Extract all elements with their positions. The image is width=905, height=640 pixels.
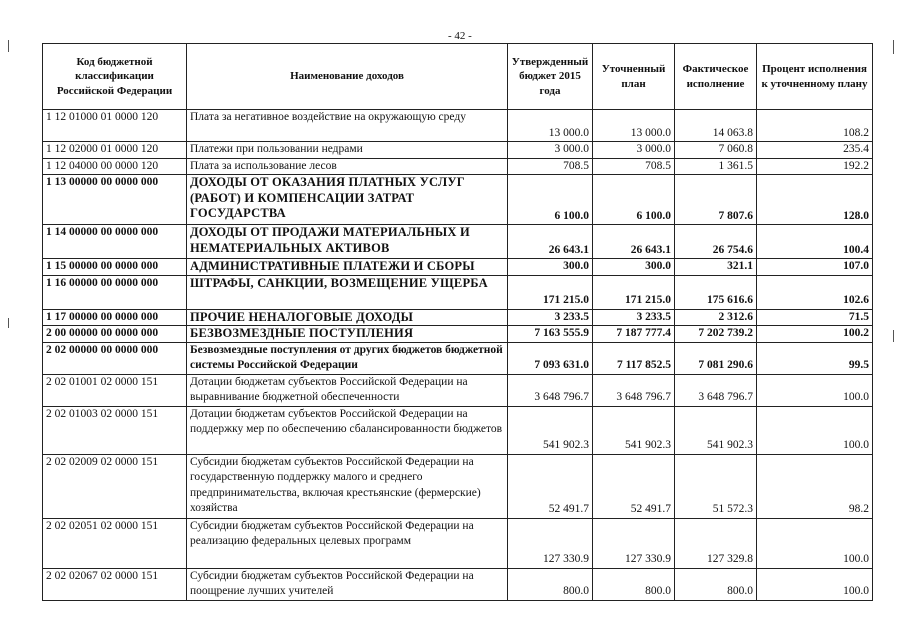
row-percent: 108.2 bbox=[757, 110, 873, 142]
row-refined: 7 117 852.5 bbox=[593, 342, 675, 374]
table-row bbox=[43, 110, 873, 142]
row-percent: 235.4 bbox=[757, 142, 873, 159]
row-actual: 51 572.3 bbox=[675, 454, 757, 518]
row-actual: 127 329.8 bbox=[675, 518, 757, 568]
row-code: 2 02 01003 02 0000 151 bbox=[43, 406, 187, 454]
header-name: Наименование доходов bbox=[187, 44, 508, 110]
row-percent: 98.2 bbox=[757, 454, 873, 518]
row-code: 1 17 00000 00 0000 000 bbox=[43, 309, 187, 326]
row-name: Субсидии бюджетам субъектов Российской Федерации на реализацию федеральных целевых программ bbox=[187, 518, 508, 568]
row-actual: 1 361.5 bbox=[675, 158, 757, 175]
row-approved: 171 215.0 bbox=[508, 275, 593, 309]
row-actual: 7 081 290.6 bbox=[675, 342, 757, 374]
row-name: Субсидии бюджетам субъектов Российской Федерации на государственную поддержку малого и среднего предпринимательства, включая крестьянские (фермерские) хозяйства bbox=[187, 454, 508, 518]
row-percent: 71.5 bbox=[757, 309, 873, 326]
row-approved: 3 233.5 bbox=[508, 309, 593, 326]
row-approved: 6 100.0 bbox=[508, 175, 593, 225]
row-actual: 175 616.6 bbox=[675, 275, 757, 309]
row-actual: 800.0 bbox=[675, 568, 757, 600]
row-actual: 7 202 739.2 bbox=[675, 326, 757, 343]
row-percent: 100.0 bbox=[757, 406, 873, 454]
scan-mark bbox=[893, 330, 894, 342]
row-refined: 3 000.0 bbox=[593, 142, 675, 159]
row-refined: 7 187 777.4 bbox=[593, 326, 675, 343]
table-row bbox=[43, 454, 873, 518]
row-percent: 100.4 bbox=[757, 225, 873, 259]
header-percent: Процент исполнения к уточненному плану bbox=[757, 44, 873, 110]
scan-mark bbox=[893, 40, 894, 54]
row-code: 2 02 02051 02 0000 151 bbox=[43, 518, 187, 568]
header-approved: Утвержденный бюджет 2015 года bbox=[508, 44, 593, 110]
row-code: 1 16 00000 00 0000 000 bbox=[43, 275, 187, 309]
row-refined: 3 648 796.7 bbox=[593, 374, 675, 406]
table-header-row bbox=[43, 44, 873, 110]
row-percent: 128.0 bbox=[757, 175, 873, 225]
row-actual: 3 648 796.7 bbox=[675, 374, 757, 406]
row-actual: 7 807.6 bbox=[675, 175, 757, 225]
row-percent: 100.0 bbox=[757, 568, 873, 600]
row-actual: 2 312.6 bbox=[675, 309, 757, 326]
row-approved: 800.0 bbox=[508, 568, 593, 600]
row-approved: 7 093 631.0 bbox=[508, 342, 593, 374]
row-approved: 7 163 555.9 bbox=[508, 326, 593, 343]
row-name: БЕЗВОЗМЕЗДНЫЕ ПОСТУПЛЕНИЯ bbox=[187, 326, 508, 343]
row-actual: 26 754.6 bbox=[675, 225, 757, 259]
row-code: 2 00 00000 00 0000 000 bbox=[43, 326, 187, 343]
table-row bbox=[43, 568, 873, 600]
table-row bbox=[43, 518, 873, 568]
row-approved: 13 000.0 bbox=[508, 110, 593, 142]
row-refined: 800.0 bbox=[593, 568, 675, 600]
row-refined: 3 233.5 bbox=[593, 309, 675, 326]
row-percent: 100.0 bbox=[757, 374, 873, 406]
row-approved: 541 902.3 bbox=[508, 406, 593, 454]
row-name: Безвозмездные поступления от других бюджетов бюджетной системы Российской Федерации bbox=[187, 342, 508, 374]
row-code: 2 02 01001 02 0000 151 bbox=[43, 374, 187, 406]
row-code: 1 12 04000 00 0000 120 bbox=[43, 158, 187, 175]
row-refined: 52 491.7 bbox=[593, 454, 675, 518]
row-code: 1 12 02000 01 0000 120 bbox=[43, 142, 187, 159]
table-row bbox=[43, 309, 873, 326]
table-row bbox=[43, 406, 873, 454]
row-refined: 171 215.0 bbox=[593, 275, 675, 309]
row-approved: 300.0 bbox=[508, 259, 593, 276]
row-actual: 14 063.8 bbox=[675, 110, 757, 142]
row-code: 1 12 01000 01 0000 120 bbox=[43, 110, 187, 142]
row-code: 1 15 00000 00 0000 000 bbox=[43, 259, 187, 276]
row-percent: 192.2 bbox=[757, 158, 873, 175]
row-refined: 13 000.0 bbox=[593, 110, 675, 142]
row-name: ШТРАФЫ, САНКЦИИ, ВОЗМЕЩЕНИЕ УЩЕРБА bbox=[187, 275, 508, 309]
row-refined: 26 643.1 bbox=[593, 225, 675, 259]
scan-mark bbox=[8, 40, 9, 52]
table-row bbox=[43, 374, 873, 406]
row-actual: 321.1 bbox=[675, 259, 757, 276]
revenue-table bbox=[42, 43, 873, 601]
row-refined: 541 902.3 bbox=[593, 406, 675, 454]
table-row bbox=[43, 326, 873, 343]
row-percent: 102.6 bbox=[757, 275, 873, 309]
row-approved: 127 330.9 bbox=[508, 518, 593, 568]
row-code: 1 14 00000 00 0000 000 bbox=[43, 225, 187, 259]
row-code: 1 13 00000 00 0000 000 bbox=[43, 175, 187, 225]
row-name: ДОХОДЫ ОТ ОКАЗАНИЯ ПЛАТНЫХ УСЛУГ (РАБОТ) И КОМПЕНСАЦИИ ЗАТРАТ ГОСУДАРСТВА bbox=[187, 175, 508, 225]
row-name: Дотации бюджетам субъектов Российской Федерации на поддержку мер по обеспечению сбалансированности бюджетов bbox=[187, 406, 508, 454]
row-refined: 300.0 bbox=[593, 259, 675, 276]
header-refined: Уточненный план bbox=[593, 44, 675, 110]
row-refined: 127 330.9 bbox=[593, 518, 675, 568]
row-refined: 708.5 bbox=[593, 158, 675, 175]
row-name: ПРОЧИЕ НЕНАЛОГОВЫЕ ДОХОДЫ bbox=[187, 309, 508, 326]
row-approved: 26 643.1 bbox=[508, 225, 593, 259]
table-row bbox=[43, 175, 873, 225]
table-row bbox=[43, 342, 873, 374]
row-name: Плата за использование лесов bbox=[187, 158, 508, 175]
header-code: Код бюджетной классификации Российской Федерации bbox=[43, 44, 187, 110]
row-percent: 100.2 bbox=[757, 326, 873, 343]
row-approved: 3 648 796.7 bbox=[508, 374, 593, 406]
page-number: - 42 - bbox=[448, 30, 472, 42]
row-name: АДМИНИСТРАТИВНЫЕ ПЛАТЕЖИ И СБОРЫ bbox=[187, 259, 508, 276]
row-name: Плата за негативное воздействие на окружающую среду bbox=[187, 110, 508, 142]
row-name: Платежи при пользовании недрами bbox=[187, 142, 508, 159]
row-refined: 6 100.0 bbox=[593, 175, 675, 225]
row-approved: 3 000.0 bbox=[508, 142, 593, 159]
row-percent: 100.0 bbox=[757, 518, 873, 568]
table-row bbox=[43, 158, 873, 175]
header-actual: Фактическое исполнение bbox=[675, 44, 757, 110]
row-code: 2 02 02009 02 0000 151 bbox=[43, 454, 187, 518]
row-name: Субсидии бюджетам субъектов Российской Федерации на поощрение лучших учителей bbox=[187, 568, 508, 600]
table-row bbox=[43, 225, 873, 259]
row-approved: 708.5 bbox=[508, 158, 593, 175]
table-row bbox=[43, 259, 873, 276]
row-percent: 107.0 bbox=[757, 259, 873, 276]
table-row bbox=[43, 275, 873, 309]
row-code: 2 02 00000 00 0000 000 bbox=[43, 342, 187, 374]
row-name: ДОХОДЫ ОТ ПРОДАЖИ МАТЕРИАЛЬНЫХ И НЕМАТЕРИАЛЬНЫХ АКТИВОВ bbox=[187, 225, 508, 259]
row-name: Дотации бюджетам субъектов Российской Федерации на выравнивание бюджетной обеспеченности bbox=[187, 374, 508, 406]
scan-mark bbox=[8, 318, 9, 328]
row-actual: 541 902.3 bbox=[675, 406, 757, 454]
table-row bbox=[43, 142, 873, 159]
row-actual: 7 060.8 bbox=[675, 142, 757, 159]
row-approved: 52 491.7 bbox=[508, 454, 593, 518]
row-percent: 99.5 bbox=[757, 342, 873, 374]
row-code: 2 02 02067 02 0000 151 bbox=[43, 568, 187, 600]
